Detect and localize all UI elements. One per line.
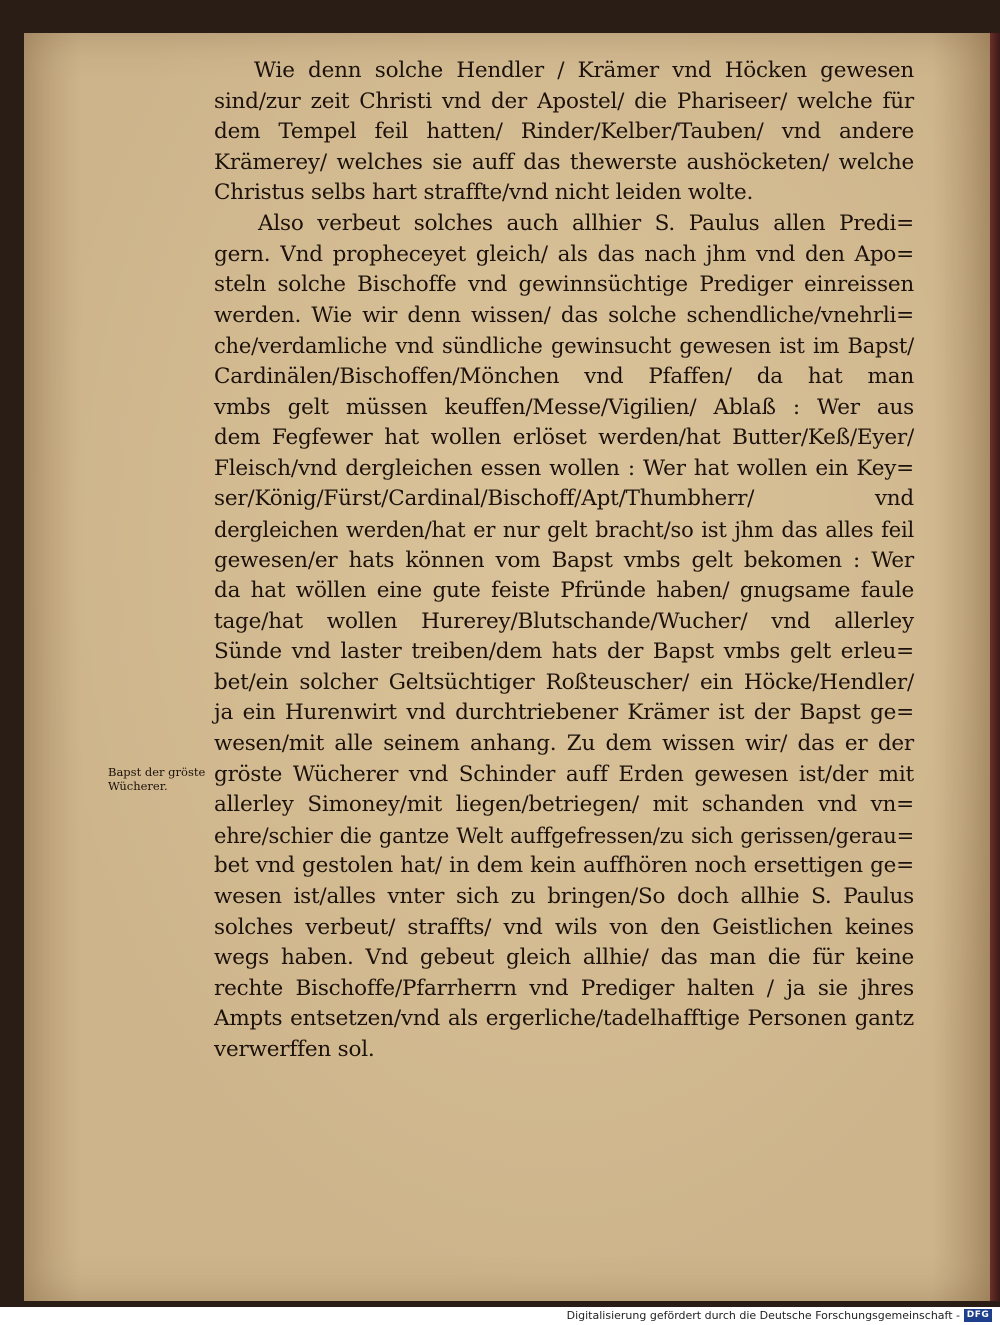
text-line: da hat wöllen eine gute feiste Pfründe haben/ gnugsame faule bbox=[214, 578, 914, 604]
text-line: tage/hat wollen Hurerey/Blutschande/Wucher/ vnd allerley bbox=[214, 608, 914, 634]
text-line: dergleichen werden/hat er nur gelt bracht/so ist jhm das alles feil bbox=[214, 517, 914, 542]
text-line: solches verbeut/ straffts/ vnd wils von den Geistlichen keines bbox=[214, 914, 914, 940]
text-line: dem Fegfewer hat wollen erlöset werden/hat Butter/Keß/Eyer/ bbox=[214, 425, 914, 451]
text-line: Also verbeut solches auch allhier S. Paulus allen Predi= bbox=[258, 210, 914, 236]
dfg-logo: DFG bbox=[964, 1309, 992, 1322]
text-line: Fleisch/vnd dergleichen essen wollen : Wer hat wollen ein Key= bbox=[214, 455, 914, 481]
text-line: sind/zur zeit Christi vnd der Apostel/ die Phariseer/ welche für bbox=[214, 88, 914, 114]
text-line: Sünde vnd laster treiben/dem hats der Bapst vmbs gelt erleu= bbox=[214, 639, 914, 665]
body-text bbox=[214, 56, 914, 1066]
text-line: gröste Wücherer vnd Schinder auff Erden gewesen ist/der mit bbox=[214, 761, 914, 787]
text-line: rechte Bischoffe/Pfarrherrn vnd Prediger halten / ja sie jhres bbox=[214, 975, 914, 1001]
margin-note-line: Bapst der gröste bbox=[108, 765, 206, 779]
text-line: ser/König/Fürst/Cardinal/Bischoff/Apt/Thumbherr/ vnd bbox=[214, 486, 914, 512]
text-line: gewesen/er hats können vom Bapst vmbs gelt bekomen : Wer bbox=[214, 547, 914, 573]
text-line: bet vnd gestolen hat/ in dem kein auffhören noch ersettigen ge= bbox=[214, 853, 914, 879]
text-line: wegs haben. Vnd gebeut gleich allhie/ das man die für keine bbox=[214, 945, 914, 971]
text-line: che/verdamliche vnd sündliche gewinsucht gewesen ist im Bapst/ bbox=[214, 334, 914, 359]
text-line: Ampts entsetzen/vnd als ergerliche/tadelhafftige Personen gantz bbox=[214, 1006, 914, 1032]
text-line: Cardinälen/Bischoffen/Mönchen vnd Pfaffen/ da hat man bbox=[214, 363, 914, 389]
text-line: ehre/schier die gantze Welt auffgefressen/zu sich gerissen/gerau= bbox=[214, 823, 914, 848]
text-line: werden. Wie wir denn wissen/ das solche schendliche/vnehrli= bbox=[214, 302, 914, 328]
margin-note-line: Wücherer. bbox=[108, 779, 168, 793]
text-line: gern. Vnd propheceyet gleich/ als das nach jhm vnd den Apo= bbox=[214, 241, 914, 267]
footer-bar bbox=[0, 1307, 1000, 1325]
text-line: bet/ein solcher Geltsüchtiger Roßteuscher/ ein Höcke/Hendler/ bbox=[214, 669, 914, 695]
text-line: Krämerey/ welches sie auff das thewerste aushöcketen/ welche bbox=[214, 149, 914, 175]
text-line: vmbs gelt müssen keuffen/Messe/Vigilien/ Ablaß : Wer aus bbox=[214, 394, 914, 420]
margin-note bbox=[108, 765, 220, 793]
text-line: wesen/mit alle seinem anhang. Zu dem wissen wir/ das er der bbox=[214, 731, 914, 757]
text-line: verwerffen sol. bbox=[214, 1037, 375, 1062]
text-line: wesen ist/alles vnter sich zu bringen/So doch allhie S. Paulus bbox=[214, 884, 914, 910]
text-line: Wie denn solche Hendler / Krämer vnd Höcken gewesen bbox=[254, 58, 914, 83]
book-edge bbox=[990, 33, 1000, 1301]
text-line: allerley Simoney/mit liegen/betriegen/ mit schanden vnd vn= bbox=[214, 792, 914, 818]
text-line: steln solche Bischoffe vnd gewinnsüchtige Prediger einreissen bbox=[214, 272, 914, 298]
funding-credit: Digitalisierung gefördert durch die Deutsche Forschungsgemeinschaft - bbox=[566, 1309, 960, 1322]
text-line: ja ein Hurenwirt vnd durchtriebener Krämer ist der Bapst ge= bbox=[214, 700, 914, 726]
text-line: Christus selbs hart straffte/vnd nicht leiden wolte. bbox=[214, 180, 754, 206]
text-line: dem Tempel feil hatten/ Rinder/Kelber/Tauben/ vnd andere bbox=[214, 119, 914, 145]
